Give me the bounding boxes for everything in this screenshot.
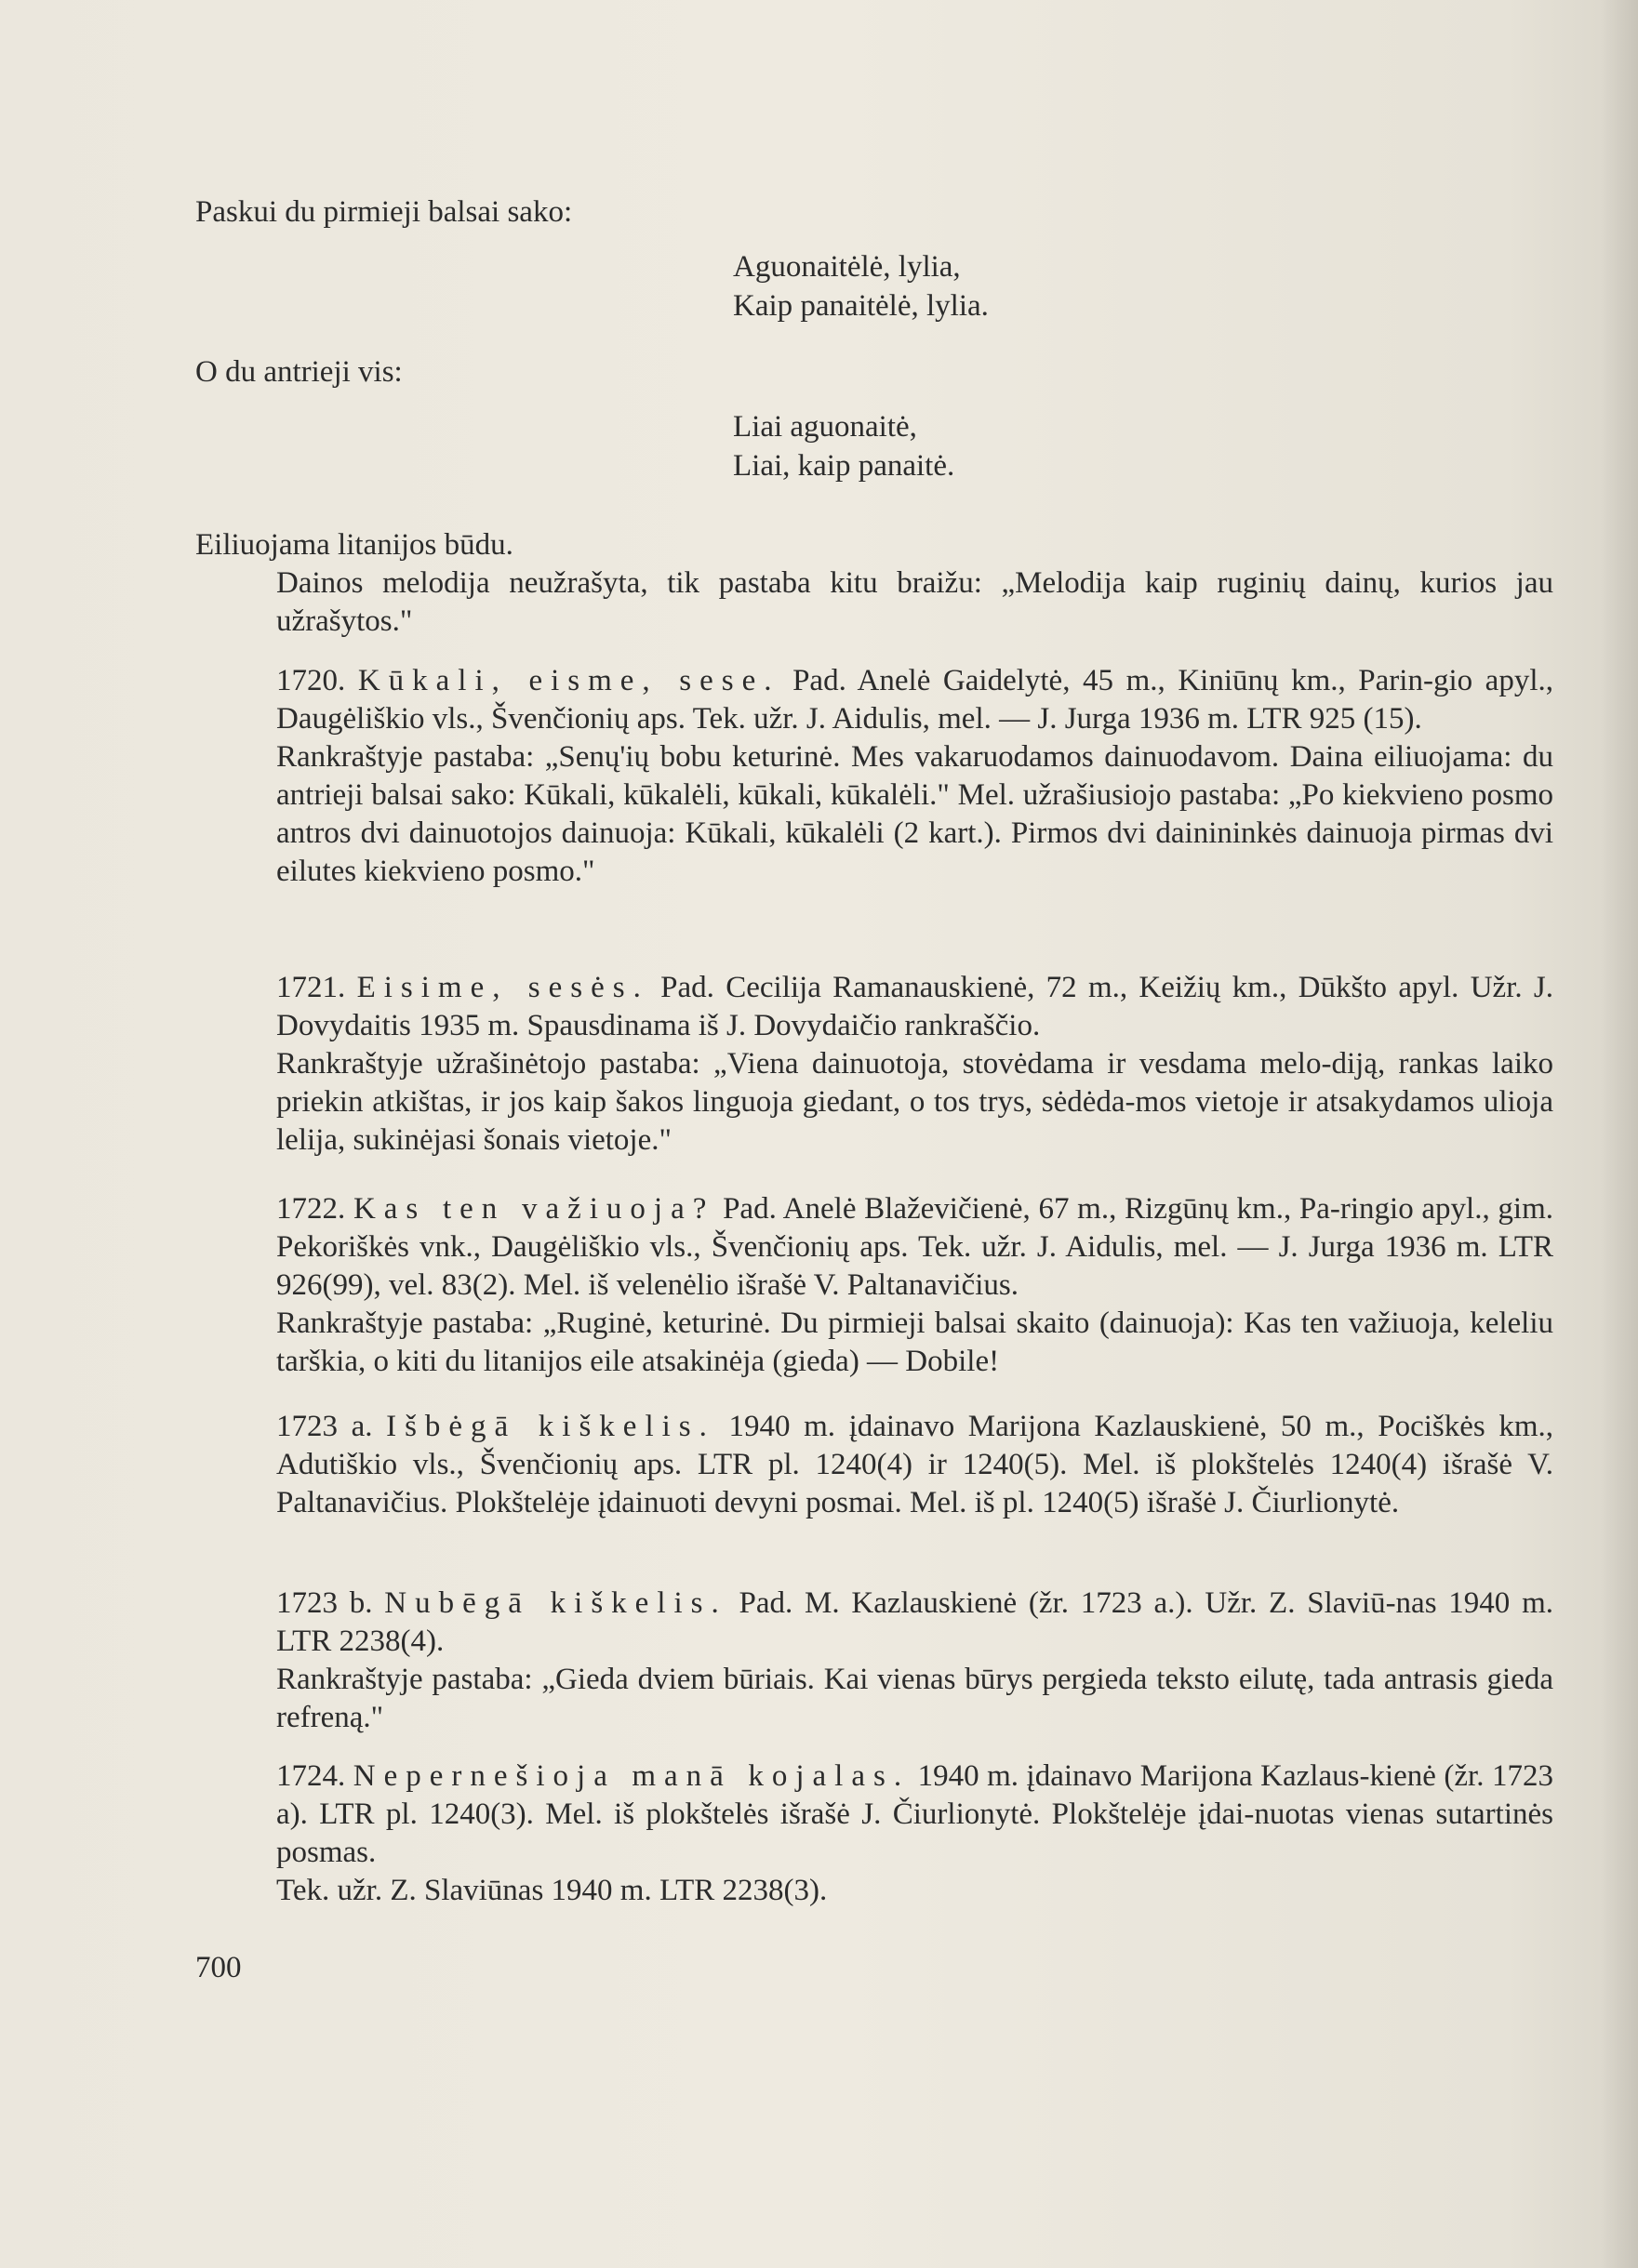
verse-line: Aguonaitėlė, lylia, (733, 250, 961, 284)
entry-number: 1721. (276, 971, 346, 1004)
entry-number: 1723 b. (276, 1586, 373, 1620)
entry-header (195, 1585, 1553, 1661)
note-melody: Dainos melodija neužrašyta, tik pastaba kitu braižu: „Melodija kaip ruginių dainų, kurios jau užrašytos." (276, 566, 1553, 638)
entry-header (195, 662, 1553, 738)
entry-1724 (195, 1757, 1553, 1910)
note-litany: Eiliuojama litanijos būdu. (195, 528, 513, 562)
song-title: Eisime, sesės. (356, 971, 649, 1004)
entry-1723b (195, 1585, 1553, 1737)
entry-1721 (195, 969, 1553, 1160)
entry-source: 1940 m. įdainavo Marijona Kazlaus-kienė (žr. 1723 a). LTR pl. 1240(3). Mel. iš plokštelės išrašė J. Čiurlionytė. Plokštelėje įdai-nuotas vienas sutartinės posmas. (276, 1759, 1553, 1869)
song-title: Nepernešioja manā kojalas. (353, 1759, 911, 1793)
entry-source: Pad. Cecilija Ramanauskienė, 72 m., Keižių km., Dūkšto apyl. Užr. J. Dovydaitis 1935 m. Spausdinama iš J. Dovydaičio rankraščio. (276, 971, 1554, 1042)
entry-header (195, 969, 1553, 1045)
entry-header (195, 1190, 1553, 1305)
verse-line: Liai, kaip panaitė. (733, 449, 955, 483)
entry-header (195, 1408, 1553, 1522)
page-number: 700 (195, 1951, 242, 1984)
intro-line-1: Paskui du pirmieji balsai sako: (195, 195, 573, 229)
entry-source: Pad. M. Kazlauskienė (žr. 1723 a.). Užr. Z. Slaviū-nas 1940 m. LTR 2238(4). (276, 1586, 1553, 1658)
verse-1 (733, 247, 989, 325)
entry-number: 1723 a. (276, 1410, 373, 1443)
entry-number: 1722. (276, 1192, 346, 1226)
verse-line: Liai aguonaitė, (733, 410, 917, 444)
entry-note: Rankraštyje pastaba: „Gieda dviem būriais. Kai vienas būrys pergieda teksto eilutę, tada antrasis gieda refreną." (276, 1663, 1553, 1734)
entry-note: Rankraštyje pastaba: „Senų'ių bobu keturinė. Mes vakaruodamos dainuodavom. Daina eiliuojama: du antrieji balsai sako: Kūkali, kūkalėli, kūkali, kūkalėli." Mel. užrašiusiojo pastaba: „Po kiekvieno posmo antros dvi dainuotojos dainuoja: Kūkali, kūkalėli (2 kart.). Pirmos dvi dainininkės dainuoja pirmas dvi eilutes kiekvieno posmo." (276, 740, 1553, 888)
entry-header (195, 1757, 1553, 1872)
entry-1720 (195, 662, 1553, 891)
entry-1722 (195, 1190, 1553, 1381)
song-title: Nubēgā kiškelis. (384, 1586, 727, 1620)
song-title: Kas ten važiuoja? (353, 1192, 715, 1226)
page-edge-shadow (1601, 0, 1638, 2268)
entry-number: 1720. (276, 664, 346, 697)
entry-note: Tek. užr. Z. Slaviūnas 1940 m. LTR 2238(3). (276, 1874, 828, 1907)
verse-2 (733, 407, 954, 485)
entry-1723a (195, 1408, 1553, 1522)
entry-note: Rankraštyje pastaba: „Ruginė, keturinė. Du pirmieji balsai skaito (dainuoja): Kas ten važiuoja, keleliu tarškia, o kiti du litanijos eile atsakinėja (gieda) — Dobile! (276, 1306, 1553, 1378)
intro-line-2: O du antrieji vis: (195, 355, 403, 389)
entry-source: Pad. Anelė Gaidelytė, 45 m., Kiniūnų km., Parin-gio apyl., Daugėliškio vls., Švenčionių aps. Tek. užr. J. Aidulis, mel. — J. Jurga 1936 m. LTR 925 (15). (276, 664, 1554, 736)
entry-note: Rankraštyje užrašinėtojo pastaba: „Viena dainuotoja, stovėdama ir vesdama melo-diją, rankas laiko priekin atkištas, ir jos kaip šakos linguoja giedant, o tos trys, sėdėda-mos vietoje ir atsakydamos ulioja lelija, sukinėjasi šonais vietoje." (276, 1047, 1553, 1157)
note-block (195, 526, 1553, 641)
entry-number: 1724. (276, 1759, 346, 1793)
entry-source: Pad. Anelė Blaževičienė, 67 m., Rizgūnų km., Pa-ringio apyl., gim. Pekoriškės vnk., Daugėliškio vls., Švenčionių aps. Tek. užr. J. Aidulis, mel. — J. Jurga 1936 m. LTR 926(99), vel. 83(2). Mel. iš velenėlio išrašė V. Paltanavičius. (276, 1192, 1553, 1302)
song-title: Kūkali, eisme, sese. (357, 664, 780, 697)
verse-line: Kaip panaitėlė, lylia. (733, 289, 989, 323)
entry-source: 1940 m. įdainavo Marijona Kazlauskienė, 50 m., Pociškės km., Adutiškio vls., Švenčionių aps. LTR pl. 1240(4) ir 1240(5). Mel. iš plokštelės 1240(4) išrašė V. Paltanavičius. Plokštelėje įdainuoti devyni posmai. Mel. iš pl. 1240(5) išrašė J. Čiurlionytė. (276, 1410, 1554, 1519)
song-title: Išbėgā kiškelis. (386, 1410, 715, 1443)
